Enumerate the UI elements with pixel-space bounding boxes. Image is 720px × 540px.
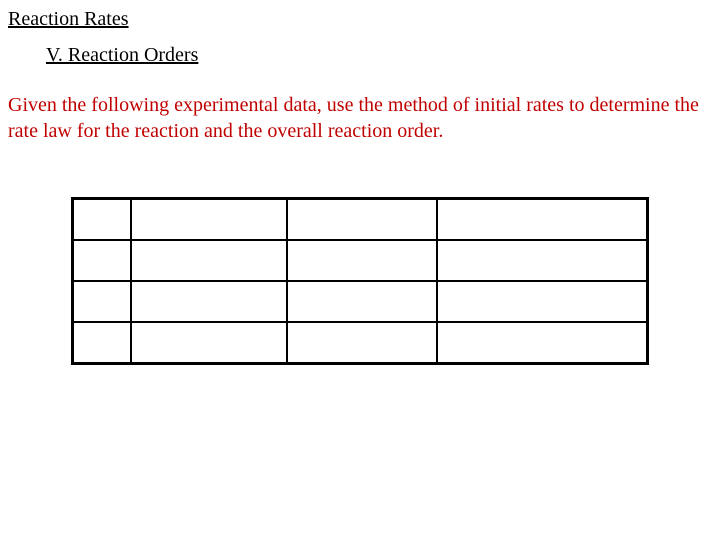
instructions-text: Given the following experimental data, use the method of initial rates to determine the rate law for the reaction and the overall reaction order.: [8, 94, 699, 142]
table-cell: [287, 199, 438, 241]
table-cell: [131, 281, 287, 322]
table-cell: [437, 199, 647, 241]
table-cell: [73, 281, 131, 322]
table-cell: [131, 240, 287, 281]
table-cell: [131, 322, 287, 364]
table-cell: [437, 240, 647, 281]
table-cell: [73, 240, 131, 281]
page-title: Reaction Rates: [8, 8, 129, 30]
table-cell: [73, 322, 131, 364]
table-row: [73, 240, 648, 281]
section-heading: V. Reaction Orders: [46, 44, 199, 66]
table-cell: [287, 281, 438, 322]
table-cell: [131, 199, 287, 241]
table-cell: [287, 240, 438, 281]
table-cell: [437, 281, 647, 322]
experimental-data-table: [71, 197, 649, 365]
table-cell: [287, 322, 438, 364]
table-row: [73, 281, 648, 322]
table-row: [73, 322, 648, 364]
table-row: [73, 199, 648, 241]
table-cell: [437, 322, 647, 364]
table-cell: [73, 199, 131, 241]
